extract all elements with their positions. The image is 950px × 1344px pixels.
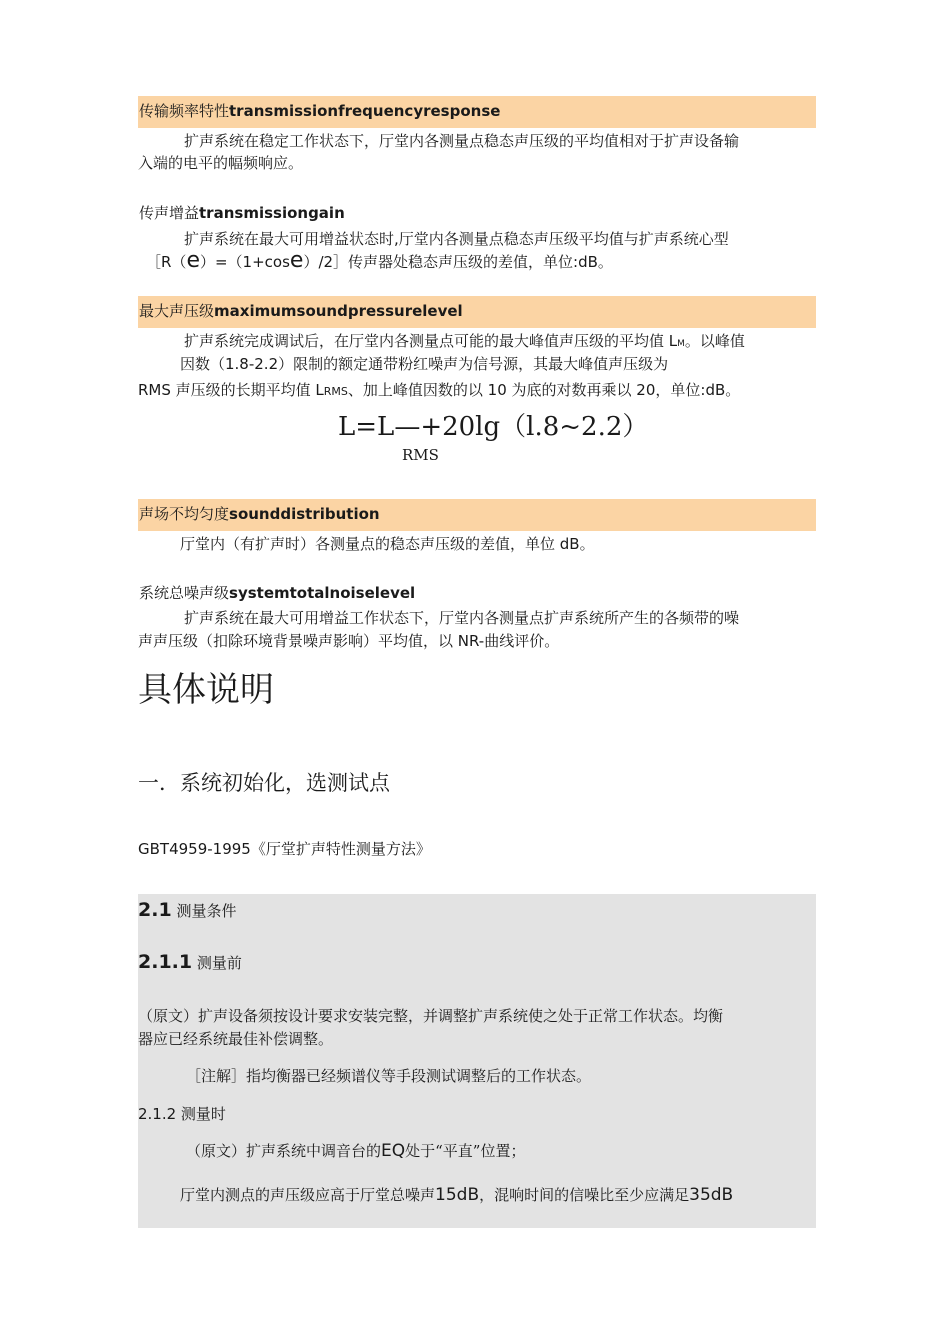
term-title: 系统总噪声级systemtotalnoiselevel xyxy=(139,584,416,602)
definition-text: 声声压级（扣除环境背景噪声影响）平均值，以 NR-曲线评价。 xyxy=(138,632,560,650)
original-text: 器应已经系统最佳补偿调整。 xyxy=(138,1030,334,1048)
term-title: 传输频率特性transmissionfrequencyresponse xyxy=(139,102,501,120)
heading-1: 具体说明 xyxy=(138,670,274,710)
section-2-1-2: 2.1.2 测量时 xyxy=(138,1105,226,1123)
definition-text: ［R（e）=（1+cose）/2］传声器处稳态声压级的差值，单位:dB。 xyxy=(146,248,613,273)
formula-subscript: RMS xyxy=(402,446,439,464)
term-title: 传声增益transmissiongain xyxy=(139,204,345,222)
original-text: （原文）扩声系统中调音台的EQ处于“平直”位置； xyxy=(186,1141,526,1161)
formula: L=L—+20lg（l.8~2.2） xyxy=(338,412,649,442)
definition-text: 扩声系统在最大可用增益状态时,厅堂内各测量点稳态声压级平均值与扩声系统心型 xyxy=(184,230,729,248)
definition-text: 因数（1.8-2.2）限制的额定通带粉红噪声为信号源，其最大峰值声压级为 xyxy=(180,355,669,373)
section-2-1-1: 2.1.1 测量前 xyxy=(138,951,242,973)
heading-2: 一．系统初始化，选测试点 xyxy=(138,771,390,795)
requirement-text: 厅堂内测点的声压级应高于厅堂总噪声15dB，混响时间的信噪比至少应满足35dB xyxy=(180,1185,734,1205)
term-title: 声场不均匀度sounddistribution xyxy=(139,505,380,523)
quoted-standard-box xyxy=(138,894,816,1228)
original-text: （原文）扩声设备须按设计要求安装完整，并调整扩声系统使之处于正常工作状态。均衡 xyxy=(138,1007,724,1025)
standard-reference: GBT4959-1995《厅堂扩声特性测量方法》 xyxy=(138,840,431,858)
definition-text: 入端的电平的幅频响应。 xyxy=(138,154,304,172)
definition-text: 厅堂内（有扩声时）各测量点的稳态声压级的差值，单位 dB。 xyxy=(180,535,595,553)
term-title: 最大声压级maximumsoundpressurelevel xyxy=(139,302,463,320)
note-text: ［注解］指均衡器已经频谱仪等手段测试调整后的工作状态。 xyxy=(186,1067,592,1085)
definition-text: 扩声系统在稳定工作状态下，厅堂内各测量点稳态声压级的平均值相对于扩声设备输 xyxy=(184,132,740,150)
definition-text: RMS 声压级的长期平均值 LRMS、加上峰值因数的以 10 为底的对数再乘以 20，单位:dB。 xyxy=(138,381,741,399)
section-2-1: 2.1 测量条件 xyxy=(138,899,237,921)
definition-text: 扩声系统在最大可用增益工作状态下，厅堂内各测量点扩声系统所产生的各频带的噪 xyxy=(184,609,740,627)
definition-text: 扩声系统完成调试后，在厅堂内各测量点可能的最大峰值声压级的平均值 LM。以峰值 xyxy=(184,332,745,350)
